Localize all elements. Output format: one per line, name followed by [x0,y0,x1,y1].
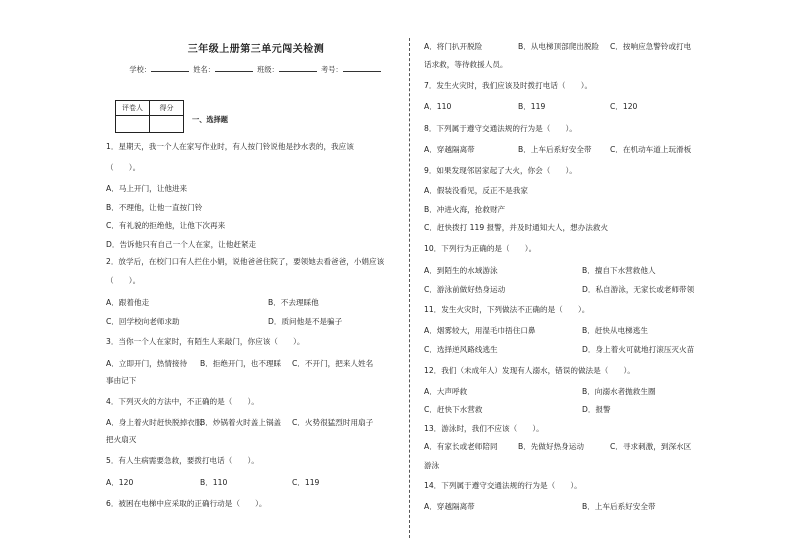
option: A．假装没看见，反正不是我家 [424,186,528,195]
option: A．穿越隔离带 [424,502,475,511]
class-label: 班级： [257,65,279,74]
name-blank [215,64,253,72]
question-text: 2．放学后，在校门口有人拦住小娟，说他爸爸住院了，要领她去看爸爸，小娟应该 [106,257,385,266]
option: C．赶快拨打 119 报警，并及时通知大人，想办法救火 [424,223,609,232]
option: C．回学校向老师求助 [106,317,180,326]
option: B．从电梯顶部爬出脱险 [518,42,600,51]
option: C．游泳前做好热身运动 [424,285,506,294]
option: C．120 [610,102,638,111]
option-continuation: 事由记下 [106,376,137,385]
option: A．烟雾较大，用湿毛巾捂住口鼻 [424,326,536,335]
option: C．在机动车道上玩滑板 [610,145,692,154]
option: A．立即开门，热情接待 [106,359,188,368]
option-continuation: 话求救，等待救援人员。 [424,60,508,69]
option: A．大声呼救 [424,387,468,396]
option: A．穿越隔离带 [424,145,475,154]
school-label: 学校： [129,65,151,74]
name-label: 姓名： [193,65,215,74]
option: A．马上开门，让他进来 [106,184,188,193]
option: D．身上着火可就地打滚压灭火苗 [582,345,695,354]
option: D．报警 [582,405,611,414]
option: A．到陌生的水域游泳 [424,266,498,275]
option: C．按响应急警铃或打电 [610,42,692,51]
question-text: 3．当你一个人在家时，有陌生人来敲门，你应该（ ）。 [106,337,305,346]
question-text: 7．发生火灾时，我们应该及时拨打电话（ ）。 [424,81,593,90]
option: B．擅自下水营救他人 [582,266,656,275]
grader-cell [116,116,150,133]
option: A．将门扒开脱险 [424,42,483,51]
option: C．火势很猛烈时用扇子 [292,418,374,427]
option: D．私自游泳，无家长或老师带领 [582,285,695,294]
question-text: 12．我们（未成年人）发现有人溺水，错误的做法是（ ）。 [424,366,635,375]
option: C．有礼貌的拒绝他，让他下次再来 [106,221,226,230]
option: C．选择逆风路线逃生 [424,345,498,354]
question-text: 10．下列行为正确的是（ ）。 [424,244,537,253]
option: B．赶快从电梯逃生 [582,326,648,335]
option-continuation: 游泳 [424,461,440,470]
option: D．质问他是不是骗子 [268,317,343,326]
answer-paren: （ ）。 [106,276,141,285]
student-info-line [106,64,406,75]
exam-no-label: 考号： [321,65,343,74]
option: B．向溺水者抛救生圈 [582,387,656,396]
section-title: 一、选择题 [192,115,228,124]
option: B．拒绝开门，也不理睬 [200,359,282,368]
score-table [115,100,184,133]
option-continuation: 把火扇灭 [106,435,137,444]
grader-header: 评卷人 [116,101,150,116]
question-text: 4．下列灭火的方法中，不正确的是（ ）。 [106,397,259,406]
option: A．有家长或老师陪同 [424,442,498,451]
score-header: 得分 [150,101,184,116]
question-text: 5．有人生病需要急救，要拨打电话（ ）。 [106,456,259,465]
score-cell [150,116,184,133]
question-text: 6．被困在电梯中应采取的正确行动是（ ）。 [106,499,267,508]
option: B．110 [200,478,228,487]
option: A．120 [106,478,134,487]
question-text: 13．游泳时，我们不应该（ ）。 [424,424,544,433]
option: B．上车后系好安全带 [518,145,592,154]
question-text: 8．下列属于遵守交通法规的行为是（ ）。 [424,124,577,133]
question-text: 9．如果发现邻居家起了大火，你会（ ）。 [424,166,577,175]
option: C．不开门，把来人姓名 [292,359,374,368]
option: B．冲进火海，抢救财产 [424,205,506,214]
option: C．119 [292,478,320,487]
option: B．上车后系好安全带 [582,502,656,511]
column-divider [409,38,410,538]
option: B．先做好热身运动 [518,442,584,451]
answer-paren: （ ）。 [106,163,141,172]
option: A．身上着火时赶快脱掉衣服 [106,418,203,427]
question-text: 1．星期天，我一个人在家写作业时，有人按门铃说他是抄水表的，我应该 [106,142,354,151]
question-text: 14．下列属于遵守交通法规的行为是（ ）。 [424,481,582,490]
option: C．赶快下水营救 [424,405,483,414]
option: B．不理他，让他一直按门铃 [106,203,203,212]
option: B．119 [518,102,546,111]
option: B．不去理睬他 [268,298,319,307]
option: B．炒锅着火时盖上锅盖 [200,418,282,427]
class-blank [279,64,317,72]
option: D．告诉他只有自己一个人在家，让他赶紧走 [106,240,257,249]
school-blank [151,64,189,72]
option: A．110 [424,102,452,111]
page-title: 三年级上册第三单元闯关检测 [187,44,325,55]
exam-no-blank [343,64,381,72]
option: A．跟着他走 [106,298,150,307]
question-text: 11．发生火灾时，下列做法不正确的是（ ）。 [424,305,590,314]
option: C．寻求刺激，到深水区 [610,442,692,451]
